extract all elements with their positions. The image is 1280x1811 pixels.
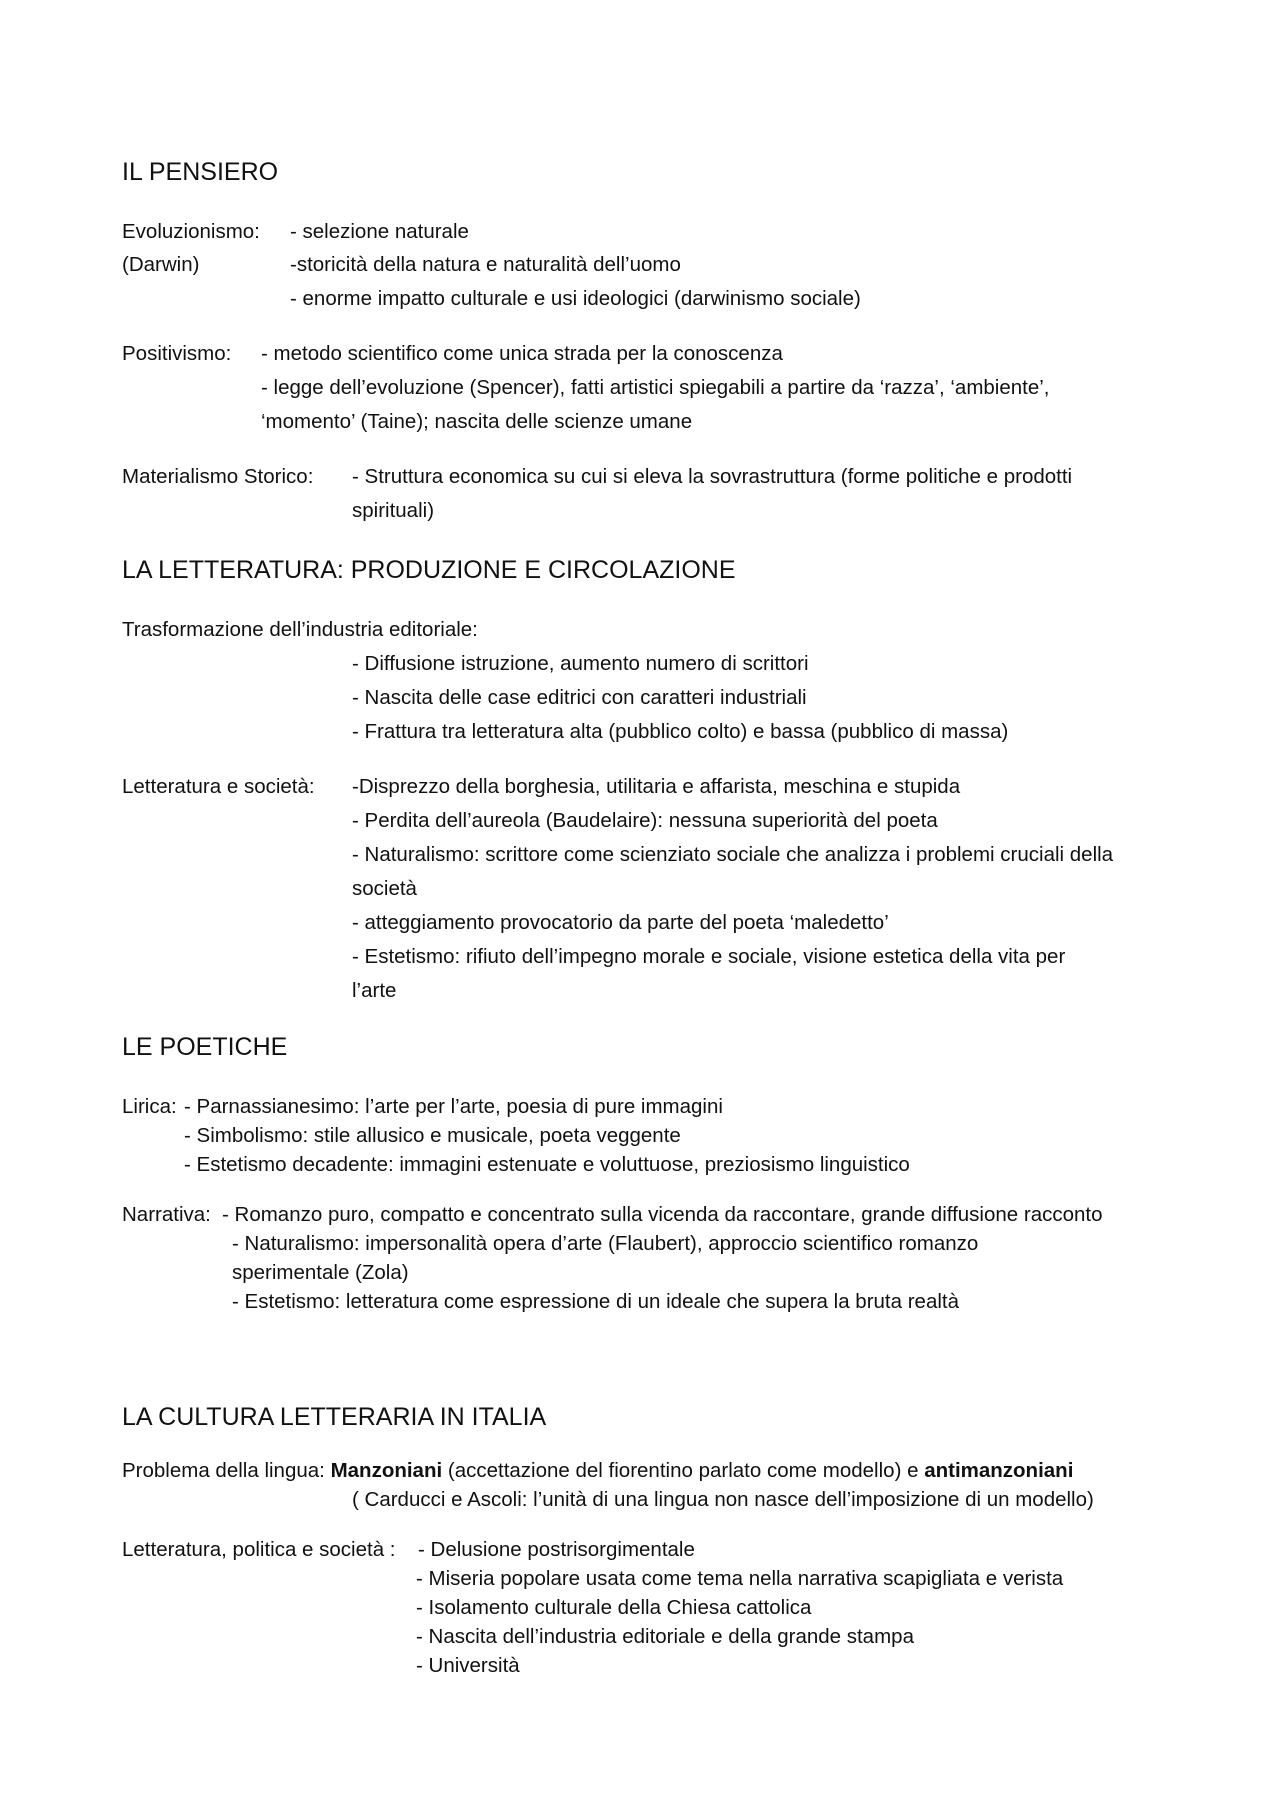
societa-line: - Perdita dell’aureola (Baudelaire): nessuna superiorità del poeta [352, 809, 938, 832]
heading-il-pensiero: IL PENSIERO [122, 158, 279, 186]
evoluzionismo-item: -storicità della natura e naturalità dell’uomo [290, 253, 681, 276]
evoluzionismo-item: - selezione naturale [290, 220, 469, 243]
materialismo-line: - Struttura economica su cui si eleva la sovrastruttura (forme politiche e prodotti [352, 465, 1073, 488]
positivismo-line: - legge dell’evoluzione (Spencer), fatti artistici spiegabili a partire da ‘razza’, ‘ambiente’, [261, 376, 1050, 399]
trasformazione-line: - Nascita delle case editrici con caratteri industriali [352, 686, 807, 709]
heading-letteratura: LA LETTERATURA: PRODUZIONE E CIRCOLAZIONE [122, 556, 736, 584]
societa-line: - Naturalismo: scrittore come scienziato sociale che analizza i problemi cruciali della [352, 843, 1114, 866]
politica-line: - Isolamento culturale della Chiesa cattolica [416, 1596, 812, 1619]
politica-line: - Delusione postrisorgimentale [418, 1538, 695, 1561]
lingua-line-2: ( Carducci e Ascoli: l’unità di una lingua non nasce dell’imposizione di un modello) [352, 1488, 1094, 1511]
societa-line: società [352, 877, 417, 900]
manzoniani-term: Manzoniani [330, 1459, 443, 1482]
label-narrativa: Narrativa: [122, 1203, 211, 1226]
antimanzoniani-term: antimanzoniani [924, 1459, 1074, 1482]
label-materialismo-storico: Materialismo Storico: [122, 465, 314, 488]
positivismo-line: - metodo scientifico come unica strada per la conoscenza [261, 342, 783, 365]
label-trasformazione: Trasformazione dell’industria editoriale: [122, 618, 478, 641]
label-evoluzionismo: Evoluzionismo: [122, 220, 260, 243]
trasformazione-line: - Diffusione istruzione, aumento numero di scrittori [352, 652, 809, 675]
label-lirica: Lirica: [122, 1095, 177, 1118]
heading-cultura-italia: LA CULTURA LETTERARIA IN ITALIA [122, 1403, 547, 1431]
label-darwin: (Darwin) [122, 253, 200, 276]
label-letteratura-societa: Letteratura e società: [122, 775, 315, 798]
trasformazione-line: - Frattura tra letteratura alta (pubblico colto) e bassa (pubblico di massa) [352, 720, 1009, 743]
lirica-line: - Estetismo decadente: immagini estenuate e voluttuose, preziosismo linguistico [184, 1153, 910, 1176]
narrativa-line: sperimentale (Zola) [232, 1261, 409, 1284]
lirica-line: - Parnassianesimo: l’arte per l’arte, poesia di pure immagini [184, 1095, 723, 1118]
lingua-line-1 [122, 1461, 1073, 1482]
narrativa-line: - Romanzo puro, compatto e concentrato sulla vicenda da raccontare, grande diffusione racconto [222, 1203, 1103, 1226]
politica-line: - Miseria popolare usata come tema nella narrativa scapigliata e verista [416, 1567, 1064, 1590]
label-problema-lingua: Problema della lingua: [122, 1459, 325, 1482]
positivismo-line: ‘momento’ (Taine); nascita delle scienze umane [261, 410, 693, 433]
evoluzionismo-item: - enorme impatto culturale e usi ideologici (darwinismo sociale) [290, 287, 861, 310]
narrativa-line: - Naturalismo: impersonalità opera d’arte (Flaubert), approccio scientifico romanzo [232, 1232, 979, 1255]
label-letteratura-politica: Letteratura, politica e società : [122, 1538, 396, 1561]
politica-line: - Nascita dell’industria editoriale e della grande stampa [416, 1625, 914, 1648]
societa-line: - atteggiamento provocatorio da parte del poeta ‘maledetto’ [352, 911, 889, 934]
materialismo-line: spirituali) [352, 499, 435, 522]
politica-line: - Università [416, 1654, 520, 1677]
societa-line: -Disprezzo della borghesia, utilitaria e affarista, meschina e stupida [352, 775, 961, 798]
heading-le-poetiche: LE POETICHE [122, 1033, 288, 1061]
lirica-line: - Simbolismo: stile allusico e musicale, poeta veggente [184, 1124, 681, 1147]
label-positivismo: Positivismo: [122, 342, 232, 365]
narrativa-line: - Estetismo: letteratura come espressione di un ideale che supera la bruta realtà [232, 1290, 959, 1313]
lingua-mid-text: (accettazione del fiorentino parlato come modello) e [442, 1459, 925, 1482]
societa-line: l’arte [352, 979, 397, 1002]
societa-line: - Estetismo: rifiuto dell’impegno morale e sociale, visione estetica della vita per [352, 945, 1066, 968]
